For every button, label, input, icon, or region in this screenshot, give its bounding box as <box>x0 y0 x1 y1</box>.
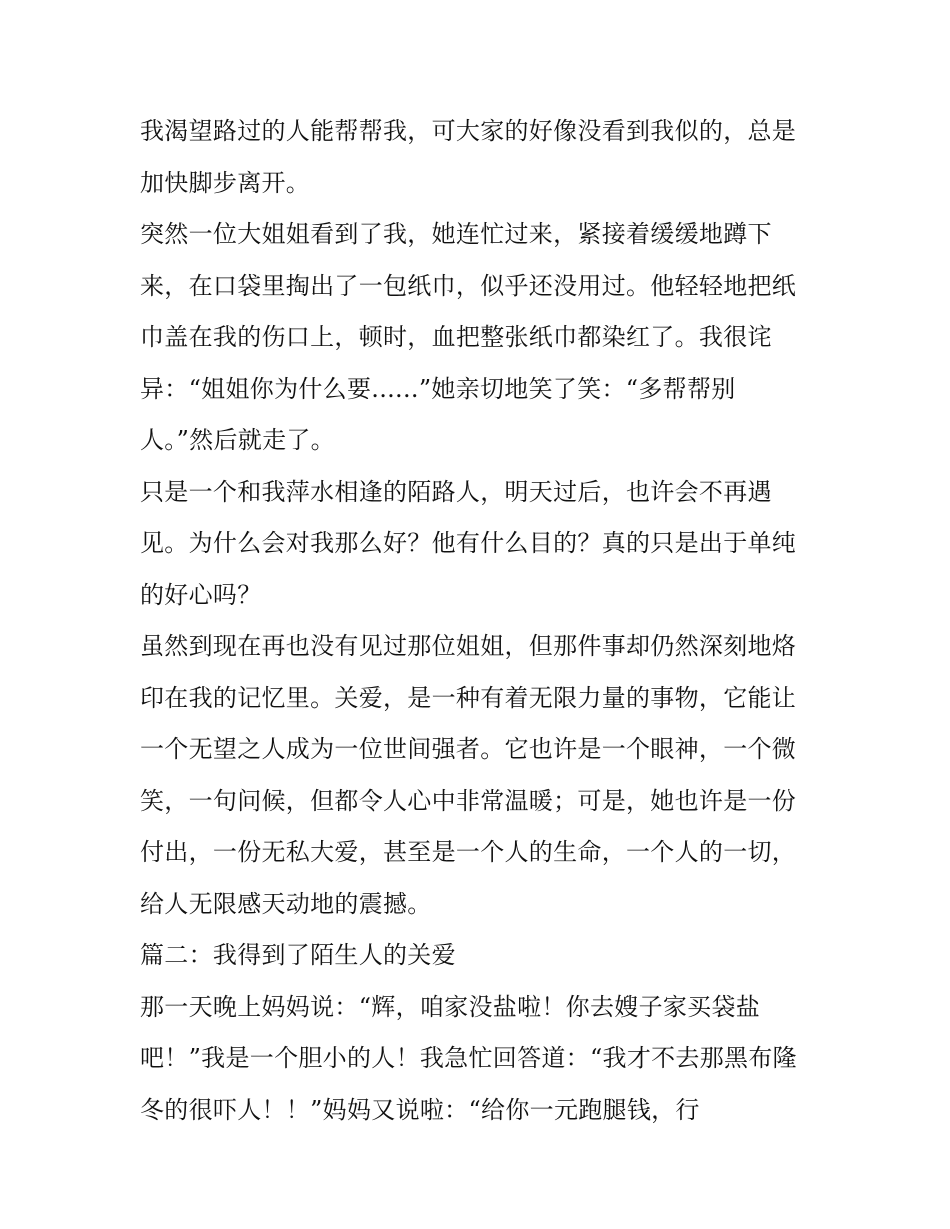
text-line-20: 冬的很吓人！！”妈妈又说啦：“给你一元跑腿钱，行 <box>140 1095 700 1124</box>
text-line-9: 见。为什么会对我那么好？他有什么目的？真的只是出于单纯 <box>140 529 797 557</box>
text-line-5: 巾盖在我的伤口上，顿时，血把整张纸巾都染红了。我很诧 <box>140 323 772 351</box>
text-line-6: 异：“姐姐你为什么要......”她亲切地笑了笑：“多帮帮别 <box>140 374 736 403</box>
text-line-18: 那一天晚上妈妈说：“辉，咱家没盐啦！你去嫂子家买袋盐 <box>140 992 761 1021</box>
text-line-7: 人。”然后就走了。 <box>140 426 335 454</box>
text-line-4: 来，在口袋里掏出了一包纸巾，似乎还没用过。他轻轻地把纸 <box>140 271 797 300</box>
section-heading: 篇二：我得到了陌生人的关爱 <box>140 941 456 969</box>
text-line-16: 给人无限感天动地的震撼。 <box>140 889 432 918</box>
text-line-2: 加快脚步离开。 <box>140 168 311 197</box>
text-line-13: 一个无望之人成为一位世间强者。它也许是一个眼神，一个微 <box>140 735 797 763</box>
document-body <box>140 106 820 1136</box>
text-line-3: 突然一位大姐姐看到了我，她连忙过来，紧接着缓缓地蹲下 <box>140 220 772 248</box>
text-line-10: 的好心吗？ <box>140 580 262 609</box>
text-line-11: 虽然到现在再也没有见过那位姐姐，但那件事却仍然深刻地烙 <box>140 632 797 660</box>
text-line-19: 吧！”我是一个胆小的人！我急忙回答道：“我才不去那黑布隆 <box>140 1044 797 1072</box>
text-line-14: 笑，一句问候，但都令人心中非常温暖；可是，她也许是一份 <box>140 786 797 815</box>
text-line-15: 付出，一份无私大爱，甚至是一个人的生命，一个人的一切， <box>140 838 797 866</box>
text-line-12: 印在我的记忆里。关爱，是一种有着无限力量的事物，它能让 <box>140 683 797 712</box>
text-line-8: 只是一个和我萍水相逢的陌路人，明天过后，也许会不再遇 <box>140 477 772 506</box>
text-line-1: 我渴望路过的人能帮帮我，可大家的好像没看到我似的，总是 <box>140 117 797 145</box>
